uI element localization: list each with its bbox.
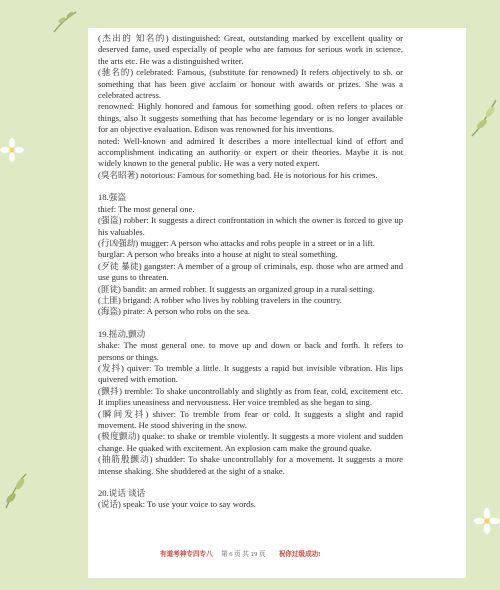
section-heading-20: 20.说话 谈话 <box>98 488 146 499</box>
entry-speak: (说话) speak: To use your voice to say words. <box>98 499 256 510</box>
leaf-sprig-icon <box>50 8 80 34</box>
entry-robber: (强盗) robber: It suggests a direct confrontation in which the owner is forced to give up his valuables. <box>98 215 403 237</box>
entry-brigand: (土匪) brigand: A robber who lives by robbing travelers in the country. <box>98 294 342 305</box>
entry-tremble: (颤抖) tremble: To shake uncontrollably and slightly as from fear, cold, excitement etc. It implies uneasiness and nervousness. Her voice trembled as she began to sing. <box>98 385 403 408</box>
flower-icon <box>0 138 24 162</box>
entry-shiver: (瞬间发抖) shiver: To tremble from fear or cold. It suggests a slight and rapid movement. He stood shivering in the snow. <box>98 408 403 430</box>
entry-thief: thief: The most general one. <box>98 203 195 214</box>
entry-shudder: (抽筋般颤动) shudder: To shake uncontrollably for a movement. It suggests a more intense shaking. She shuddered at the sight of a snake. <box>98 454 403 476</box>
leaf-branch-icon <box>470 98 500 138</box>
entry-bandit: (匪徒) bandit: an armed robber. It suggests an organized group in a rural setting. <box>98 283 375 294</box>
footer-page-number: 第 6 页 共 19 页 <box>221 551 266 558</box>
entry-gangster: (歹徒 暴徒) gangster: A member of a group of criminals, esp. those who are armed and use guns to threaten. <box>98 260 403 283</box>
entry-celebrated: (驰名的) celebrated: Famous, (substitute for renowned) It refers objectively to sb. or something that has been give acclaim or honour with awards or prizes. She was a celebrated actress. <box>98 67 403 101</box>
entry-distinguished: (杰出的 知名的) distinguished: Great, outstanding marked by excellent quality or deserved fame, used especially of people who are famous for serious work in science, the arts etc. He was a distinguished writer. <box>98 33 403 66</box>
footer-brand: 有道考神专四专八 <box>160 551 213 558</box>
entry-notorious: (臭名昭著) notorious: Famous for something bad. He is notorious for his crimes. <box>98 169 378 180</box>
leaf-branch-icon <box>2 470 32 510</box>
section-gap <box>98 318 403 329</box>
entry-quiver: (发抖) quiver: To tremble a little. It suggests a rapid but invisible vibration. His lips quivered with emotion. <box>98 362 403 385</box>
entry-shake: shake: The most general one. to move up and down or back and forth. It refers to persons or things. <box>98 340 403 362</box>
entry-burglar: burglar: A person who breaks into a house at night to steal something. <box>98 249 338 260</box>
footer-slogan: 祝你过级成功! <box>278 551 321 558</box>
section-gap <box>98 477 403 488</box>
entry-mugger: (行凶强劫) mugger: A person who attacks and robs people in a street or in a lift. <box>98 237 375 248</box>
entry-pirate: (海盗) pirate: A person who robs on the sea. <box>98 306 251 317</box>
section-gap <box>98 181 403 192</box>
entry-noted: noted: Well-known and admired It describes a more intellectual kind of effort and accomplishment indicating an authority or expert or their theories. Maybe it is not widely known to the general public. He was a very noted expert. <box>98 135 403 169</box>
section-heading-18: 18.强盗 <box>98 192 126 203</box>
entry-quake: (极度颤动) quake: to shake or tremble violently. It suggests a more violent and sudden change. He quaked with excitement. An explosion cam make the ground quake. <box>98 431 403 453</box>
page-footer <box>160 548 360 558</box>
entry-renowned: renowned: Highly honored and famous for something good. often refers to places or things, also It suggests something that has become legendary or is no longer available for an objective evaluation. Edison was renowned for his inventions. <box>98 101 403 135</box>
section-heading-19: 19.摇动,颤动 <box>98 328 146 339</box>
document-body <box>98 33 403 511</box>
flower-icon <box>474 508 500 534</box>
